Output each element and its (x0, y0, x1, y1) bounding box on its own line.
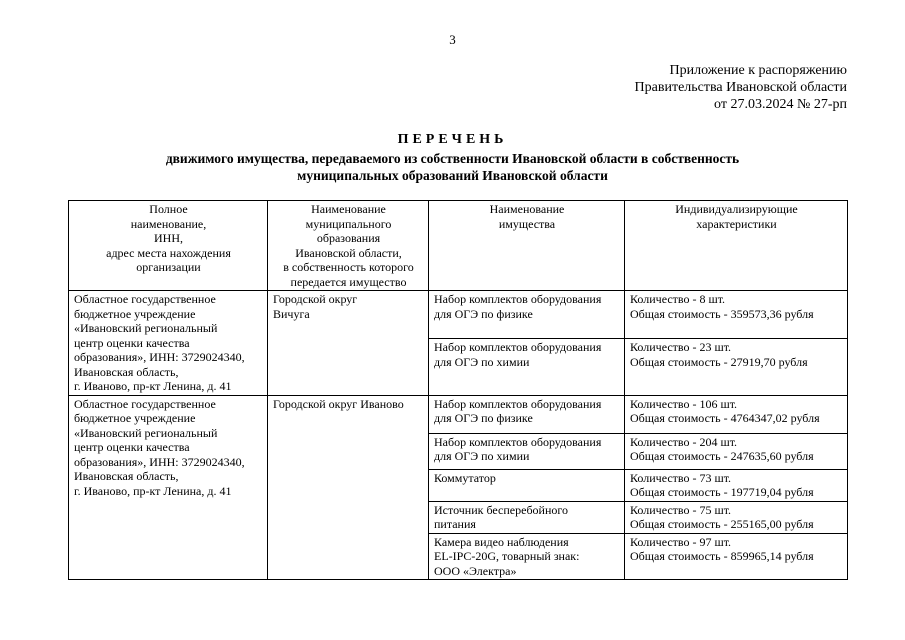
appendix-line-2: Правительства Ивановской области (634, 80, 847, 95)
characteristics-cell: Количество - 97 шт. Общая стоимость - 859965,14 рубля (625, 533, 848, 580)
property-name-cell: Коммутатор (429, 469, 625, 501)
property-name-cell: Источник бесперебойного питания (429, 501, 625, 533)
characteristics-cell: Количество - 73 шт. Общая стоимость - 197719,04 рубля (625, 469, 848, 501)
municipality-cell: Городской округ Вичуга (268, 291, 429, 396)
property-name-cell: Набор комплектов оборудования для ОГЭ по физике (429, 291, 625, 339)
header-organization: Полное наименование, ИНН, адрес места нахождения организации (69, 201, 268, 291)
property-name-cell: Камера видео наблюдения EL-IPC-20G, товарный знак: ООО «Электра» (429, 533, 625, 580)
property-name-cell: Набор комплектов оборудования для ОГЭ по химии (429, 433, 625, 469)
subtitle-line-2: муниципальных образований Ивановской области (297, 168, 608, 183)
characteristics-cell: Количество - 8 шт. Общая стоимость - 359573,36 рубля (625, 291, 848, 339)
table-row (69, 395, 848, 433)
municipality-cell: Городской округ Иваново (268, 395, 429, 580)
appendix-line-1: Приложение к распоряжению (669, 63, 847, 78)
table-header-row (69, 201, 848, 291)
document-subtitle (0, 150, 905, 184)
property-table (68, 200, 848, 580)
property-name-cell: Набор комплектов оборудования для ОГЭ по физике (429, 395, 625, 433)
header-property-name: Наименование имущества (429, 201, 625, 291)
subtitle-line-1: движимого имущества, передаваемого из собственности Ивановской области в собственность (165, 151, 740, 166)
characteristics-cell: Количество - 23 шт. Общая стоимость - 27919,70 рубля (625, 339, 848, 395)
characteristics-cell: Количество - 106 шт. Общая стоимость - 4764347,02 рубля (625, 395, 848, 433)
header-characteristics: Индивидуализирующие характеристики (625, 201, 848, 291)
characteristics-cell: Количество - 75 шт. Общая стоимость - 255165,00 рубля (625, 501, 848, 533)
appendix-header (635, 62, 847, 113)
page-number: 3 (449, 32, 456, 47)
appendix-line-3: от 27.03.2024 № 27-рп (714, 97, 847, 112)
organization-cell: Областное государственное бюджетное учреждение «Ивановский региональный центр оценки качества образования», ИНН: 3729024340, Ивановская область, г. Иваново, пр-кт Ленина, д. 41 (69, 395, 268, 580)
property-name-cell: Набор комплектов оборудования для ОГЭ по химии (429, 339, 625, 395)
header-municipality: Наименование муниципального образования Ивановской области, в собственность которого передается имущество (268, 201, 429, 291)
characteristics-cell: Количество - 204 шт. Общая стоимость - 247635,60 рубля (625, 433, 848, 469)
table-row (69, 291, 848, 339)
organization-cell: Областное государственное бюджетное учреждение «Ивановский региональный центр оценки качества образования», ИНН: 3729024340, Ивановская область, г. Иваново, пр-кт Ленина, д. 41 (69, 291, 268, 396)
document-title: ПЕРЕЧЕНЬ (397, 132, 508, 147)
